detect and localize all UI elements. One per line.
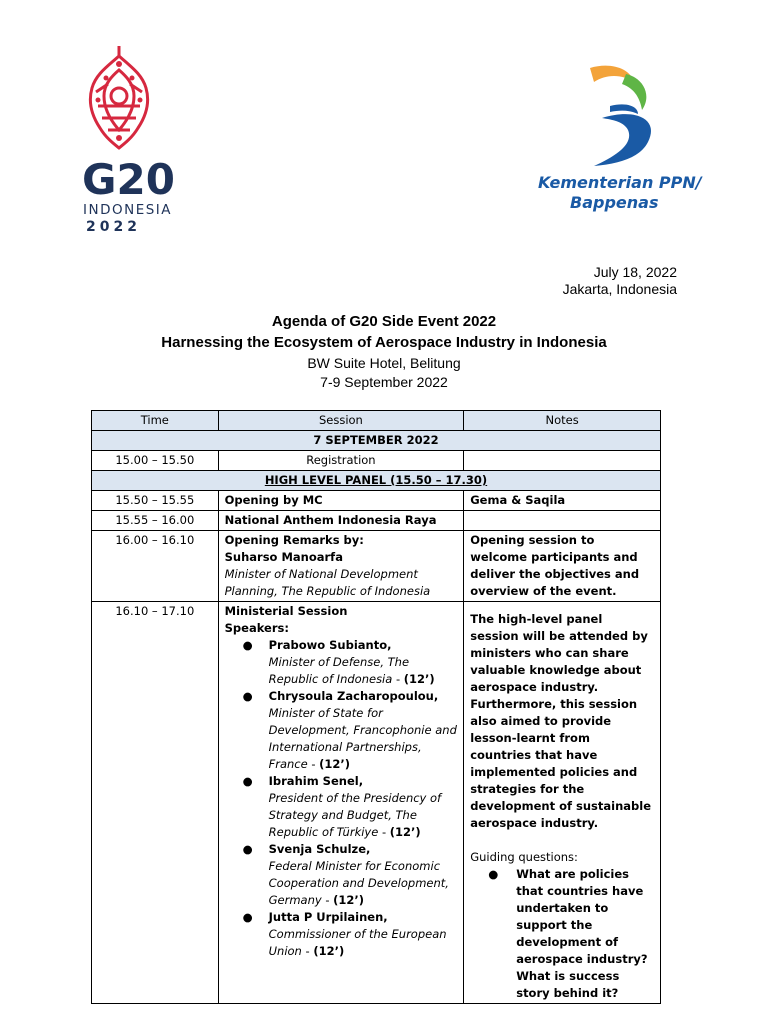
column-header-notes: Notes	[464, 411, 661, 431]
agenda-table	[91, 410, 661, 1004]
svg-text:G20: G20	[82, 155, 175, 204]
speaker-duration: (12’)	[389, 825, 421, 839]
speaker-role: Minister of Defense, The Republic of Indonesia	[268, 655, 410, 686]
session-heading: Opening Remarks by:	[224, 533, 364, 547]
list-item: ● Svenja Schulze, Federal Minister for Economic Cooperation and Development, Germany - (12’)	[243, 841, 458, 909]
date-location-block	[563, 264, 677, 298]
speaker-name: Jutta P Urpilainen,	[268, 910, 388, 924]
speaker-duration: (12’)	[403, 672, 435, 686]
speaker-role: Federal Minister for Economic Cooperation and Development, Germany	[268, 859, 449, 907]
table-row	[92, 451, 661, 471]
bullet-icon: ●	[242, 638, 253, 652]
speakers-label: Speakers:	[224, 621, 289, 635]
table-header-row	[92, 411, 661, 431]
agenda-title: Agenda of G20 Side Event 2022	[271, 313, 497, 330]
speaker-role: President of the Presidency of Strategy and Budget, The Republic of Türkiye	[268, 791, 442, 839]
document-place: Jakarta, Indonesia	[562, 281, 677, 297]
time-cell: 16.00 – 16.10	[92, 531, 219, 602]
speaker-duration: (12’)	[333, 893, 365, 907]
g20-indonesia-logo	[78, 44, 208, 234]
speaker-name: Prabowo Subianto,	[268, 638, 392, 652]
table-row	[92, 511, 661, 531]
panel-row	[92, 471, 661, 491]
speaker-role: Minister of State for Development, Francophonie and International Partnerships, France	[268, 706, 457, 771]
guiding-question: What are policies that countries have undertaken to support the development of aerospace industry? What is success story behind it?	[516, 867, 648, 1000]
list-item: ● Prabowo Subianto, Minister of Defense, The Republic of Indonesia - (12’)	[243, 637, 458, 688]
list-item	[488, 866, 654, 1002]
document-date: July 18, 2022	[593, 264, 677, 280]
bullet-icon: ●	[242, 910, 253, 924]
event-title: Harnessing the Ecosystem of Aerospace Industry in Indonesia	[161, 334, 607, 351]
speaker-role: Minister of National Development Planning, The Republic of Indonesia	[224, 567, 431, 598]
time-cell: 15.50 – 15.55	[92, 491, 219, 511]
bullet-icon: ●	[242, 842, 253, 856]
table-row	[92, 602, 661, 1004]
speaker-role: Commissioner of the European Union	[268, 927, 447, 958]
speaker-name: Chrysoula Zacharopoulou,	[268, 689, 439, 703]
bappenas-logo	[530, 60, 710, 220]
speaker-name: Svenja Schulze,	[268, 842, 371, 856]
svg-text:Bappenas: Bappenas	[570, 193, 659, 212]
list-item: ● Jutta P Urpilainen, Commissioner of the European Union - (12’)	[243, 909, 458, 960]
time-cell: 15.00 – 15.50	[92, 451, 219, 471]
notes-cell: Gema & Saqila	[464, 491, 661, 511]
session-description: The high-level panel session will be attended by ministers who can share valuable knowledge about aerospace industry. Furthermore, this session also aimed to provide lesson-learnt from countries that have implemented policies and strategies for the development of sustainable aerospace industry.	[470, 612, 651, 830]
bullet-icon: ●	[242, 774, 253, 788]
session-cell	[218, 602, 464, 1004]
list-item: ● Chrysoula Zacharopoulou, Minister of State for Development, Francophonie and International Partnerships, France - (12’)	[242, 689, 457, 771]
session-cell: National Anthem Indonesia Raya	[218, 511, 464, 531]
speaker-duration: (12’)	[313, 944, 345, 958]
notes-cell	[464, 451, 661, 471]
bullet-icon: ●	[488, 867, 499, 881]
list-item: ● Ibrahim Senel, President of the Presidency of Strategy and Budget, The Republic of Türkiye - (12’)	[243, 773, 458, 841]
panel-label: HIGH LEVEL PANEL (15.50 – 17.30)	[92, 471, 661, 491]
event-venue: BW Suite Hotel, Belitung	[307, 355, 461, 371]
speaker-duration: (12’)	[319, 757, 351, 771]
agenda-title-block	[0, 312, 768, 392]
speaker-list	[243, 637, 458, 960]
session-cell: Registration	[218, 451, 464, 471]
guiding-questions-label: Guiding questions:	[470, 850, 578, 864]
notes-cell	[464, 511, 661, 531]
table-row	[92, 531, 661, 602]
session-cell: Opening by MC	[218, 491, 464, 511]
svg-text:INDONESIA: INDONESIA	[83, 202, 173, 218]
guiding-question-list	[488, 866, 654, 1002]
speaker-name: Suharso Manoarfa	[224, 550, 343, 564]
event-dates: 7-9 September 2022	[320, 374, 448, 390]
time-cell: 16.10 – 17.10	[92, 602, 219, 1004]
svg-text:Kementerian PPN/: Kementerian PPN/	[538, 173, 702, 192]
svg-text:2022: 2022	[86, 219, 141, 234]
session-heading: Ministerial Session	[224, 604, 348, 618]
notes-cell	[464, 602, 661, 1004]
bullet-icon: ●	[242, 689, 253, 703]
day-row	[92, 431, 661, 451]
column-header-time: Time	[92, 411, 219, 431]
speaker-name: Ibrahim Senel,	[268, 774, 364, 788]
table-row	[92, 491, 661, 511]
session-cell	[218, 531, 464, 602]
time-cell: 15.55 – 16.00	[92, 511, 219, 531]
day-label: 7 SEPTEMBER 2022	[92, 431, 661, 451]
notes-cell: Opening session to welcome participants and deliver the objectives and overview of the event.	[464, 531, 661, 602]
column-header-session: Session	[218, 411, 464, 431]
